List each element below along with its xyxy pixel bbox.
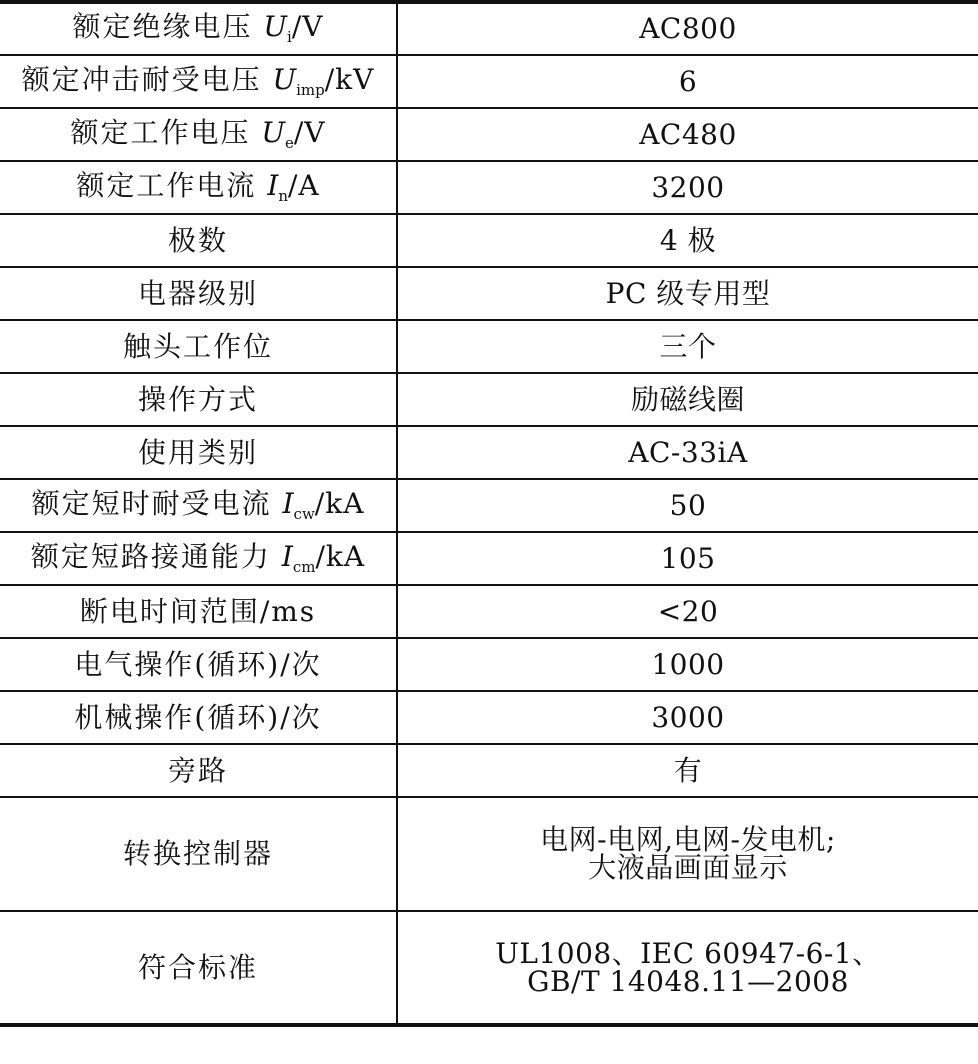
param-cell: 断电时间范围/ms — [0, 585, 397, 638]
table-row — [0, 2, 978, 55]
table-row — [0, 911, 978, 1025]
value-cell — [397, 911, 978, 1025]
param-cell: 符合标准 — [0, 911, 397, 1025]
table-row — [0, 108, 978, 161]
value-cell: 有 — [397, 744, 978, 797]
value-cell: <20 — [397, 585, 978, 638]
value-cell: 励磁线圈 — [397, 373, 978, 426]
value-cell: 105 — [397, 532, 978, 585]
value-cell: 3200 — [397, 161, 978, 214]
param-cell: 电气操作(循环)/次 — [0, 638, 397, 691]
table-row — [0, 320, 978, 373]
param-cell: 额定工作电流 $I_n/A$ — [0, 161, 397, 214]
table-row — [0, 638, 978, 691]
value-cell: AC480 — [397, 108, 978, 161]
param-cell: 使用类别 — [0, 426, 397, 479]
table-row — [0, 744, 978, 797]
param-cell: 触头工作位 — [0, 320, 397, 373]
value-cell: AC-33iA — [397, 426, 978, 479]
param-cell: 机械操作(循环)/次 — [0, 691, 397, 744]
param-cell: 极数 — [0, 214, 397, 267]
table-row — [0, 585, 978, 638]
table-row — [0, 426, 978, 479]
table-row — [0, 691, 978, 744]
value-line: GB/T 14048.11—2008 — [527, 964, 849, 998]
value-cell: AC800 — [397, 2, 978, 55]
table-row — [0, 373, 978, 426]
value-line: UL1008、IEC 60947-6-1、 — [495, 936, 881, 970]
table-row — [0, 479, 978, 532]
table-row — [0, 532, 978, 585]
param-cell: 额定冲击耐受电压 $U_{imp}/kV$ — [0, 55, 397, 108]
value-cell: 3000 — [397, 691, 978, 744]
param-cell: 额定工作电压 $U_e/V$ — [0, 108, 397, 161]
value-cell: 6 — [397, 55, 978, 108]
param-cell: 额定短路接通能力 $I_{cm}/kA$ — [0, 532, 397, 585]
value-line: 电网-电网,电网-发电机; — [540, 823, 836, 856]
param-cell: 电器级别 — [0, 267, 397, 320]
table-row — [0, 214, 978, 267]
value-cell: 4 极 — [397, 214, 978, 267]
param-cell: 额定短时耐受电流 $I_{cw}/kA$ — [0, 479, 397, 532]
table-row — [0, 267, 978, 320]
param-cell: 转换控制器 — [0, 797, 397, 911]
value-cell: 50 — [397, 479, 978, 532]
value-cell — [397, 797, 978, 911]
param-cell: 旁路 — [0, 744, 397, 797]
table-row — [0, 55, 978, 108]
param-cell: 额定绝缘电压 $U_i/V$ — [0, 2, 397, 55]
value-cell: 三个 — [397, 320, 978, 373]
table-row — [0, 797, 978, 911]
value-cell: PC 级专用型 — [397, 267, 978, 320]
value-cell: 1000 — [397, 638, 978, 691]
value-line: 大液晶画面显示 — [588, 851, 788, 884]
table-row — [0, 161, 978, 214]
param-cell: 操作方式 — [0, 373, 397, 426]
